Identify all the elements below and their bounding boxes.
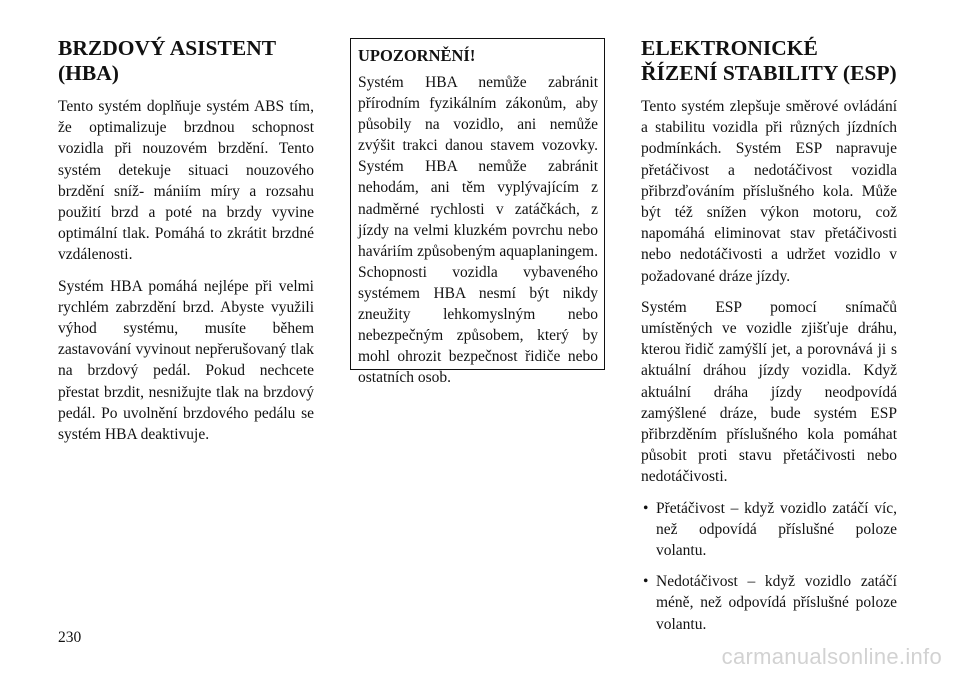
hba-section xyxy=(58,36,314,455)
hba-paragraph-2: Systém HBA pomáhá nejlépe při velmi rychlém zabrzdění brzd. Abyste využili výhod systému, musíte během zastavování vyvinout nepřerušovaný tlak na brzdový pedál. Pokud nechcete přestat brzdit, nesnižujte tlak na brzdový pedál. Po uvolnění brzdového pedálu se systém HBA deaktivuje. xyxy=(58,277,314,444)
page-number: 230 xyxy=(58,629,82,646)
warning-box xyxy=(350,38,605,387)
list-item xyxy=(641,571,897,635)
esp-paragraph-1: Tento systém zlepšuje směrové ovládání a stabilitu vozidla při různých jízdních podmínkách. Systém ESP napravuje přetáčivost a nedotáčivost vozidla přibrzďováním příslušného kola. Může být též snížen výkon motoru, což napomáhá eliminovat stav přetáčivosti nebo nedotáčivosti a udržet vozidlo v požadované dráze jízdy. xyxy=(641,98,897,285)
list-item xyxy=(641,498,897,562)
esp-section xyxy=(641,36,897,645)
hba-paragraph-1: Tento systém doplňuje systém ABS tím, že optimalizuje brzdnou schopnost vozidla při nouzovém brzdění. Tento systém detekuje situaci nouzového brzdění sníž‑ mániím míry a rozsahu použití brzd a poté na brzdy vyvine optimální tlak. Pomáhá to zkrátit brzdné vzdálenosti. xyxy=(58,98,314,264)
esp-bullet-list xyxy=(641,498,897,635)
esp-paragraph-2: Systém ESP pomocí snímačů umístěných ve vozidle zjišťuje dráhu, kterou řidič zamýšlí jet, a porovnává ji s aktuální dráhou jízdy vozidla. Když aktuální dráha jízdy neodpovídá zamýšlené dráze, bude systém ESP přibrzděním příslušného kola pomáhat působit proti stavu přetáčivosti nebo nedotáčivosti. xyxy=(641,298,897,486)
watermark: carmanualsonline.info xyxy=(721,644,942,669)
bullet-icon: • xyxy=(643,499,649,517)
hba-heading: BRZDOVÝ ASISTENT (HBA) xyxy=(58,36,276,85)
warning-heading: UPOZORNĚNÍ! xyxy=(358,46,476,65)
warning-text: Systém HBA nemůže zabránit přírodním fyzikálním zákonům, aby působily na vozidlo, ani nemůže zvýšit trakci danou stavem vozovky. Systém HBA nemůže zabránit nehodám, ani těm vyplývajícím z nadměrné rychlosti v zatáčkách, z jízdy na velmi kluzkém povrchu nebo haváriím způsobeným aquaplaningem. Schopnosti vozidla vybaveného systémem HBA nesmí být nikdy zneužity lehkomyslným nebo nebezpečným způsobem, který by mohl ohrozit bezpečnost řidiče nebo ostatních osob. xyxy=(358,74,598,387)
bullet-text-oversteer: Přetáčivost – když vozidlo zatáčí víc, než odpovídá příslušné poloze volantu. xyxy=(656,499,897,560)
bullet-icon: • xyxy=(643,573,649,591)
bullet-text-understeer: Nedotáčivost – když vozidlo zatáčí méně, než odpovídá příslušné poloze volantu. xyxy=(656,573,897,633)
esp-heading: ELEKTRONICKÉ ŘÍZENÍ STABILITY (ESP) xyxy=(641,36,897,85)
